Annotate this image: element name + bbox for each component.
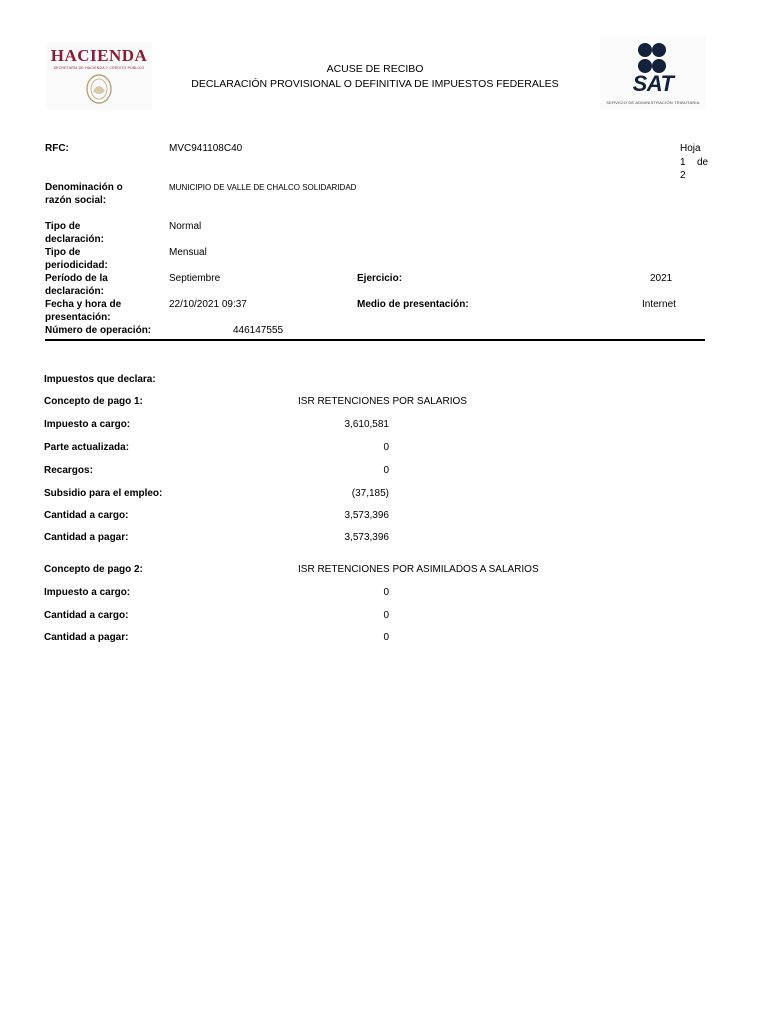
concepto-2-row-value: 0: [383, 587, 389, 598]
concepto-1-row-value: 0: [383, 442, 389, 453]
fecha-label-2: presentación:: [45, 312, 111, 323]
concepto-2-row-value: 0: [383, 610, 389, 621]
concepto-1-label: Concepto de pago 1:: [44, 396, 143, 407]
sat-dots-icon: [637, 42, 667, 74]
page-counter-current: 1: [680, 157, 686, 168]
tipo-declaracion-value: Normal: [169, 221, 202, 232]
concepto-1-value: ISR RETENCIONES POR SALARIOS: [298, 396, 467, 407]
medio-label: Medio de presentación:: [357, 299, 469, 310]
ejercicio-label: Ejercicio:: [357, 273, 403, 284]
razon-social-value: MUNICIPIO DE VALLE DE CHALCO SOLIDARIDAD: [169, 183, 357, 192]
hacienda-logo-text: HACIENDA: [50, 46, 148, 65]
concepto-2-row-label: Impuesto a cargo:: [44, 587, 131, 598]
page-counter-total: 2: [680, 170, 686, 181]
rfc-value: MVC941108C40: [169, 143, 243, 154]
concepto-2-row-label: Cantidad a cargo:: [44, 610, 129, 621]
tipo-declaracion-label-2: declaración:: [45, 234, 104, 245]
tipo-periodicidad-label-2: periodicidad:: [45, 260, 108, 271]
concepto-1-row-label: Cantidad a cargo:: [44, 510, 129, 521]
fecha-value: 22/10/2021 09:37: [169, 299, 247, 310]
concepto-1-row-value: (37,185): [351, 488, 389, 499]
periodo-label-2: declaración:: [45, 286, 104, 297]
sat-logo: [600, 36, 706, 110]
concepto-1-row-label: Impuesto a cargo:: [44, 419, 131, 430]
section-divider: [45, 339, 705, 341]
national-seal-icon: [84, 73, 114, 105]
concepto-1-row-label: Subsidio para el empleo:: [44, 488, 163, 499]
concepto-1-row-value: 3,573,396: [344, 532, 389, 543]
rfc-label: RFC:: [45, 143, 69, 154]
concepto-1-row-label: Recargos:: [44, 465, 93, 476]
periodo-value: Septiembre: [169, 273, 221, 284]
operacion-label: Número de operación:: [45, 325, 152, 336]
concepto-1-row-value: 3,610,581: [344, 419, 389, 430]
ejercicio-value: 2021: [650, 273, 673, 284]
page-counter-hoja: Hoja: [680, 143, 701, 154]
concepto-1-row-value: 3,573,396: [344, 510, 389, 521]
razon-social-label-2: razón social:: [45, 195, 107, 206]
concepto-2-label: Concepto de pago 2:: [44, 564, 143, 575]
tipo-periodicidad-value: Mensual: [169, 247, 207, 258]
tipo-declaracion-label-1: Tipo de: [45, 221, 81, 232]
sat-logo-text: SAT: [632, 71, 674, 96]
concepto-1-row-label: Parte actualizada:: [44, 442, 130, 453]
document-title: ACUSE DE RECIBO: [326, 63, 424, 75]
hacienda-logo: [46, 42, 152, 110]
concepto-2-value: ISR RETENCIONES POR ASIMILADOS A SALARIOS: [298, 564, 539, 575]
sat-logo-subtitle: SERVICIO DE ADMINISTRACIÓN TRIBUTARIA: [606, 100, 700, 105]
document-subtitle: DECLARACIÓN PROVISIONAL O DEFINITIVA DE IMPUESTOS FEDERALES: [191, 78, 559, 90]
operacion-value: 446147555: [233, 325, 284, 336]
medio-value: Internet: [642, 299, 676, 310]
concepto-2-row-label: Cantidad a pagar:: [44, 632, 129, 643]
razon-social-label-1: Denominación o: [45, 182, 123, 193]
hacienda-logo-subtitle: SECRETARÍA DE HACIENDA Y CRÉDITO PÚBLICO: [53, 66, 145, 70]
page-counter-de: de: [697, 157, 709, 168]
tipo-periodicidad-label-1: Tipo de: [45, 247, 81, 258]
periodo-label-1: Período de la: [45, 273, 108, 284]
concepto-1-row-value: 0: [383, 465, 389, 476]
impuestos-heading: Impuestos que declara:: [44, 374, 156, 385]
concepto-1-row-label: Cantidad a pagar:: [44, 532, 129, 543]
fecha-label-1: Fecha y hora de: [45, 299, 122, 310]
concepto-2-row-value: 0: [383, 632, 389, 643]
